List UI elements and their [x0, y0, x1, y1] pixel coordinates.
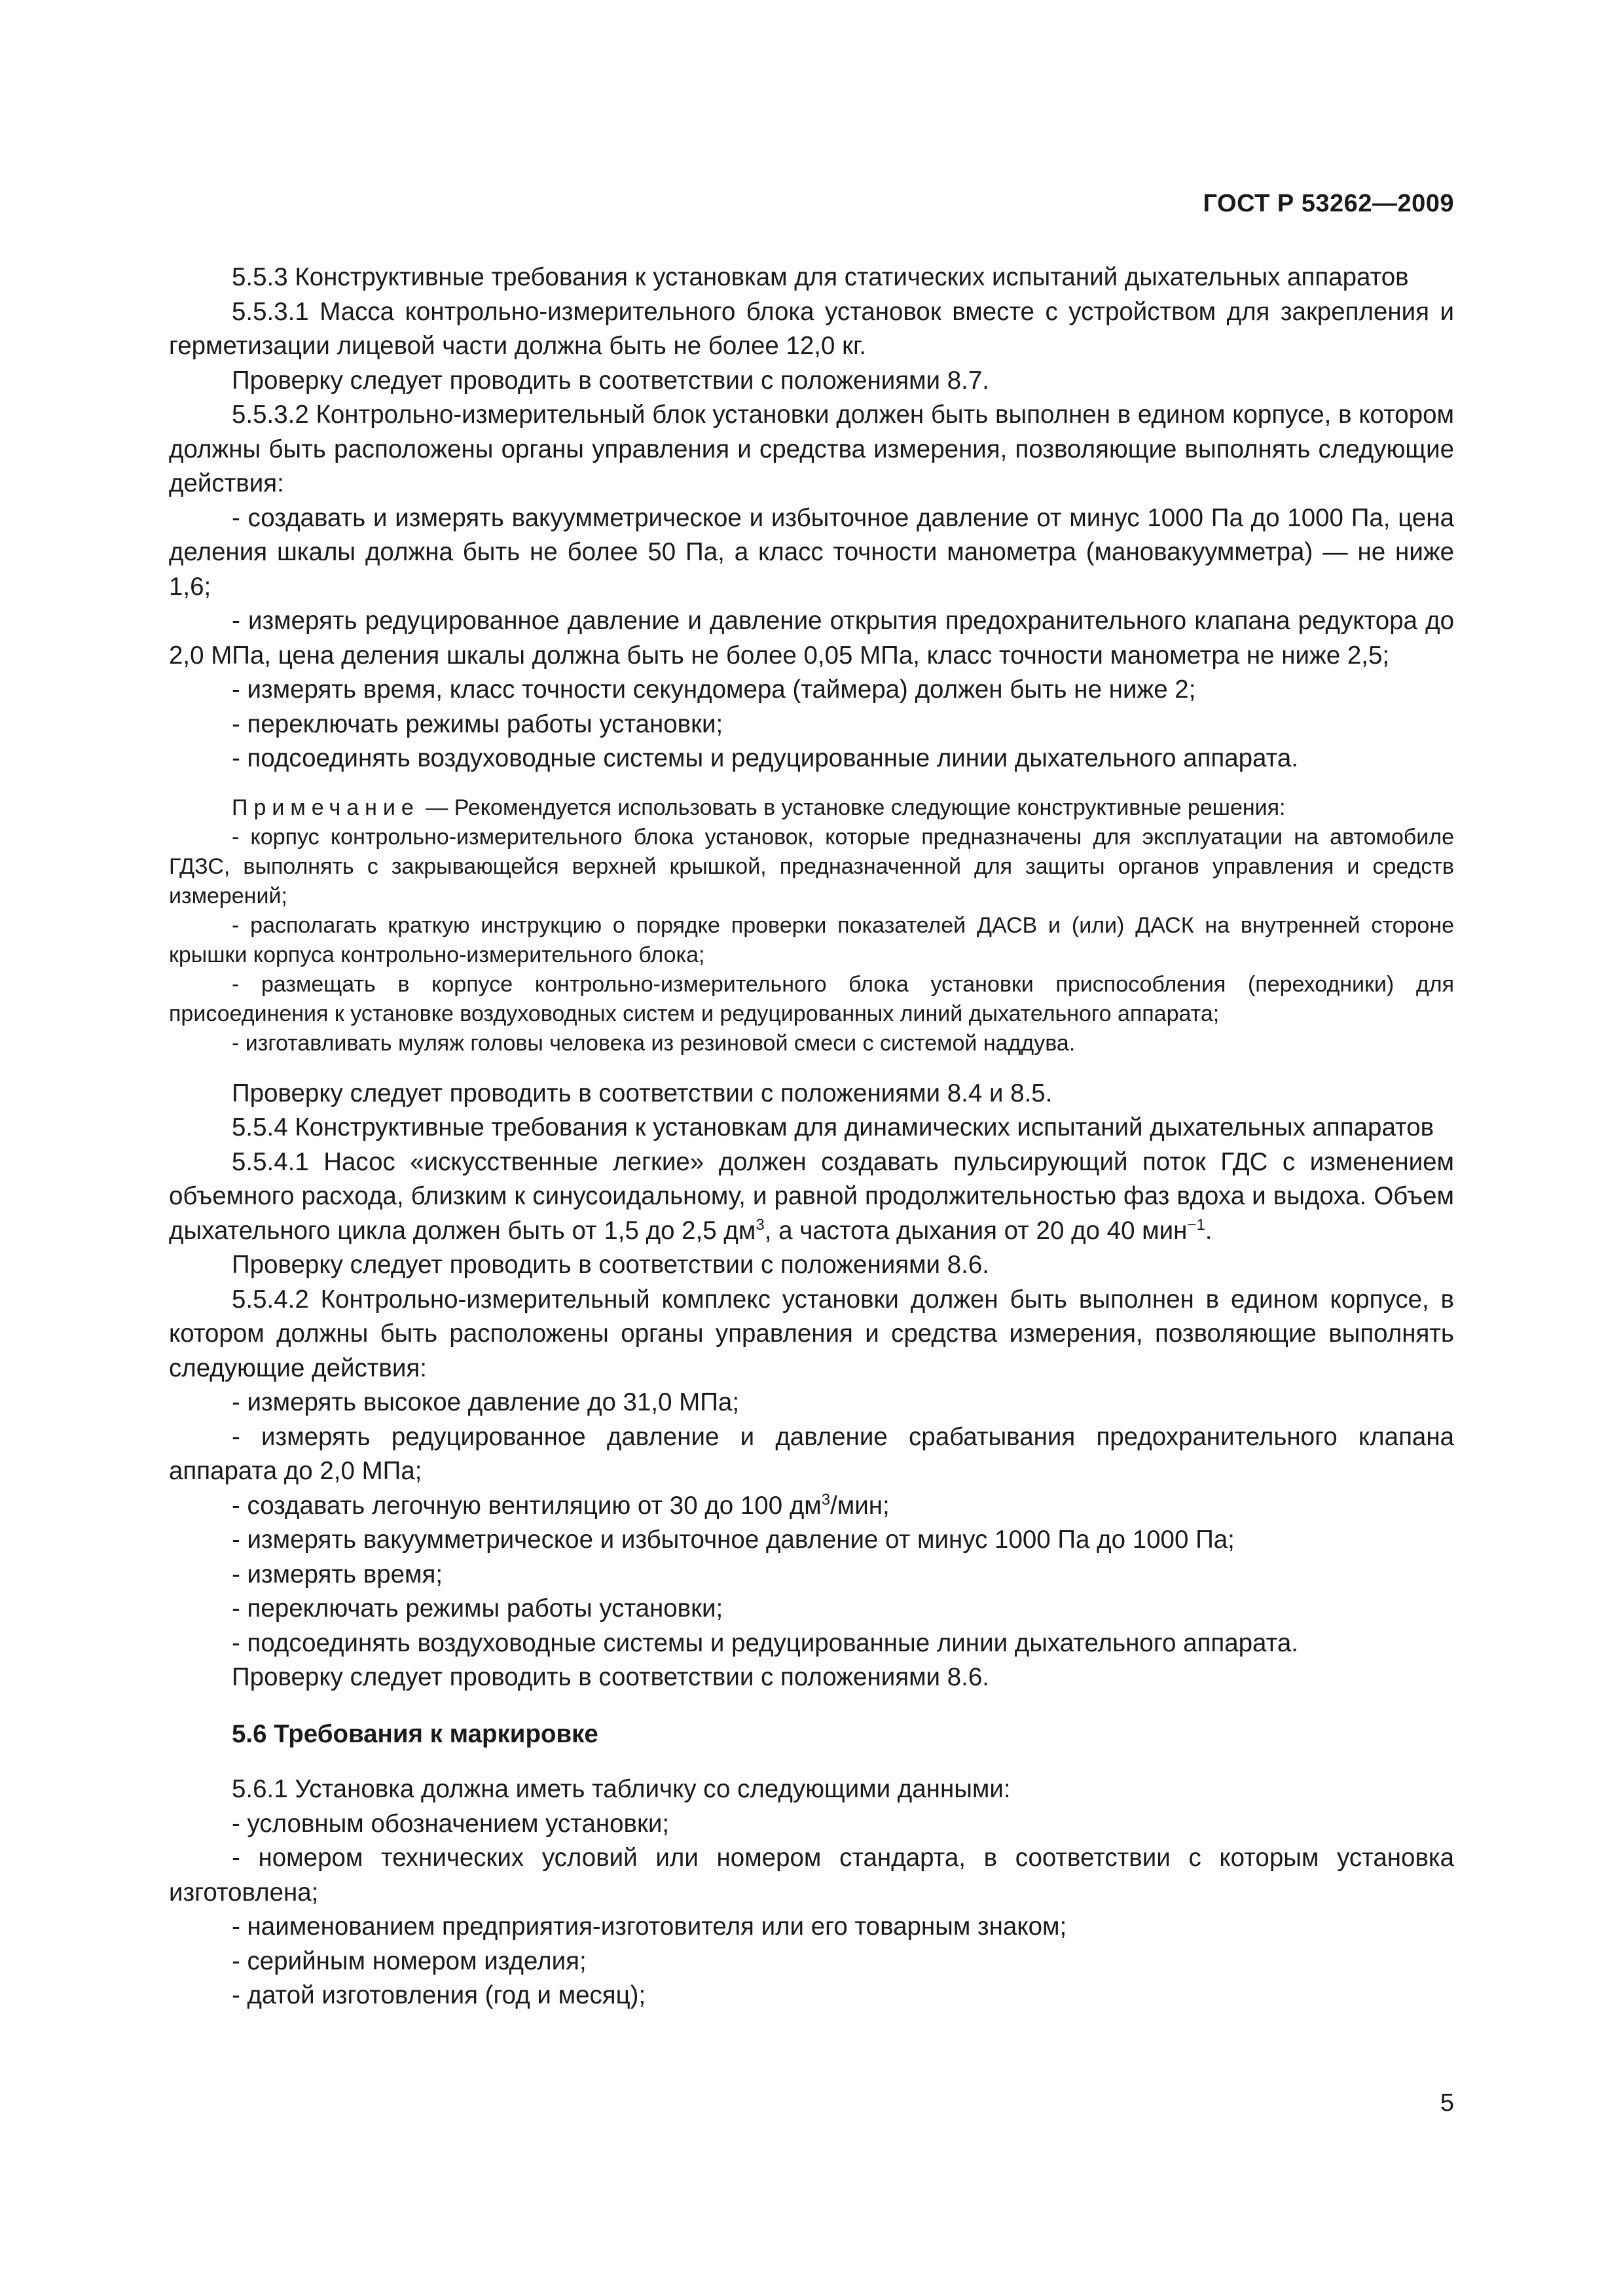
- text-run: /мин;: [830, 1491, 890, 1520]
- document-header: ГОСТ Р 53262—2009: [1203, 190, 1454, 217]
- clause-5-5-3-2: 5.5.3.2 Контрольно-измерительный блок установки должен быть выполнен в едином корпусе, в котором должны быть расположены органы управления и средства измерения, позволяющие выполнять следующие действия:: [169, 401, 1454, 497]
- list-item: [169, 1489, 1454, 1524]
- superscript: 3: [756, 1215, 765, 1234]
- list-item: - подсоединять воздуховодные системы и редуцированные линии дыхательного аппарата.: [232, 744, 1298, 772]
- paragraph: Проверку следует проводить в соответствии с положениями 8.4 и 8.5.: [232, 1079, 1053, 1107]
- superscript: −1: [1187, 1215, 1205, 1234]
- note-intro-text: — Рекомендуется использовать в установке следующие конструктивные решения:: [419, 795, 1286, 820]
- text-run: , а частота дыхания от 20 до 40 мин: [764, 1216, 1188, 1245]
- text-run: .: [1205, 1216, 1213, 1245]
- list-item: - серийным номером изделия;: [232, 1946, 587, 1975]
- list-item: - создавать и измерять вакуумметрическое и избыточное давление от минус 1000 Па до 1000 Па, цена деления шкалы должна быть не более 50 Па, а класс точности манометра (мановакуумметра) — не ниже 1,6;: [169, 503, 1454, 601]
- paragraph: Проверку следует проводить в соответствии с положениями 8.6.: [232, 1251, 989, 1279]
- list-item: - датой изготовления (год и месяц);: [232, 1981, 646, 2009]
- clause-5-5-3-1: 5.5.3.1 Масса контрольно-измерительного блока установок вместе с устройством для закрепления и герметизации лицевой части должна быть не более 12,0 кг.: [169, 297, 1454, 360]
- list-item: - подсоединять воздуховодные системы и редуцированные линии дыхательного аппарата.: [232, 1628, 1298, 1657]
- list-item: - измерять вакуумметрическое и избыточное давление от минус 1000 Па до 1000 Па;: [232, 1526, 1235, 1554]
- clause-5-5-4-1: [169, 1145, 1454, 1249]
- clause-5-6-1: 5.6.1 Установка должна иметь табличку со следующими данными:: [232, 1775, 1011, 1803]
- page-body: [169, 260, 1454, 2013]
- note-label: Примечание: [232, 795, 420, 820]
- note-item: - размещать в корпусе контрольно-измерительного блока установки приспособления (переходники) для присоединения к установке воздуховодных систем и редуцированных линий дыхательного аппарата;: [169, 971, 1454, 1026]
- paragraph: Проверку следует проводить в соответствии с положениями 8.7.: [232, 366, 989, 395]
- note-block: [169, 793, 1454, 1058]
- note-item: - располагать краткую инструкцию о порядке проверки показателей ДАСВ и (или) ДАСК на внутренней стороне крышки корпуса контрольно-измерительного блока;: [169, 912, 1454, 967]
- list-item: - измерять время, класс точности секундомера (таймера) должен быть не ниже 2;: [232, 675, 1196, 704]
- list-item: - переключать режимы работы установки;: [232, 1594, 723, 1623]
- list-item: - измерять редуцированное давление и давление срабатывания предохранительного клапана аппарата до 2,0 МПа;: [169, 1422, 1454, 1485]
- list-item: - номером технических условий или номером стандарта, в соответствии с которым установка изготовлена;: [169, 1844, 1454, 1907]
- list-item: - измерять высокое давление до 31,0 МПа;: [232, 1388, 740, 1416]
- clause-5-5-4-2: 5.5.4.2 Контрольно-измерительный комплекс установки должен быть выполнен в едином корпусе, в котором должны быть расположены органы управления и средства измерения, позволяющие выполнять следующие действия:: [169, 1285, 1454, 1382]
- list-item: - условным обозначением установки;: [232, 1809, 670, 1838]
- note-item: - корпус контрольно-измерительного блока установок, которые предназначены для эксплуатации на автомобиле ГДЗС, выполнять с закрывающейся верхней крышкой, предназначенной для защиты органов управления и средств измерений;: [169, 824, 1454, 908]
- note-intro: [169, 793, 1454, 823]
- paragraph: Проверку следует проводить в соответствии с положениями 8.6.: [232, 1663, 989, 1691]
- list-item: - измерять время;: [232, 1560, 443, 1588]
- note-item: - изготавливать муляж головы человека из резиновой смеси с системой наддува.: [232, 1030, 1076, 1056]
- text-run: - создавать легочную вентиляцию от 30 до 100 дм: [232, 1491, 822, 1520]
- clause-5-5-4: 5.5.4 Конструктивные требования к установкам для динамических испытаний дыхательных аппаратов: [232, 1113, 1434, 1141]
- list-item: - наименованием предприятия-изготовителя или его товарным знаком;: [232, 1912, 1067, 1941]
- clause-5-5-3: 5.5.3 Конструктивные требования к установкам для статических испытаний дыхательных аппаратов: [232, 263, 1409, 291]
- list-item: - измерять редуцированное давление и давление открытия предохранительного клапана редуктора до 2,0 МПа, цена деления шкалы должна быть не более 0,05 МПа, класс точности манометра не ниже 2,5;: [169, 607, 1454, 670]
- page-number: 5: [1440, 2089, 1454, 2117]
- superscript: 3: [821, 1490, 831, 1509]
- list-item: - переключать режимы работы установки;: [232, 709, 723, 738]
- section-heading-5-6: 5.6 Требования к маркировке: [232, 1719, 598, 1748]
- text-run: 5.5.4.1 Насос «искусственные легкие» должен создавать пульсирующий поток ГДС с изменением объемного расхода, близким к синусоидальному, и равной продолжительностью фаз вдоха и выдоха. Объем дыхательного цикла должен быть от 1,5 до 2,5 дм: [169, 1147, 1454, 1245]
